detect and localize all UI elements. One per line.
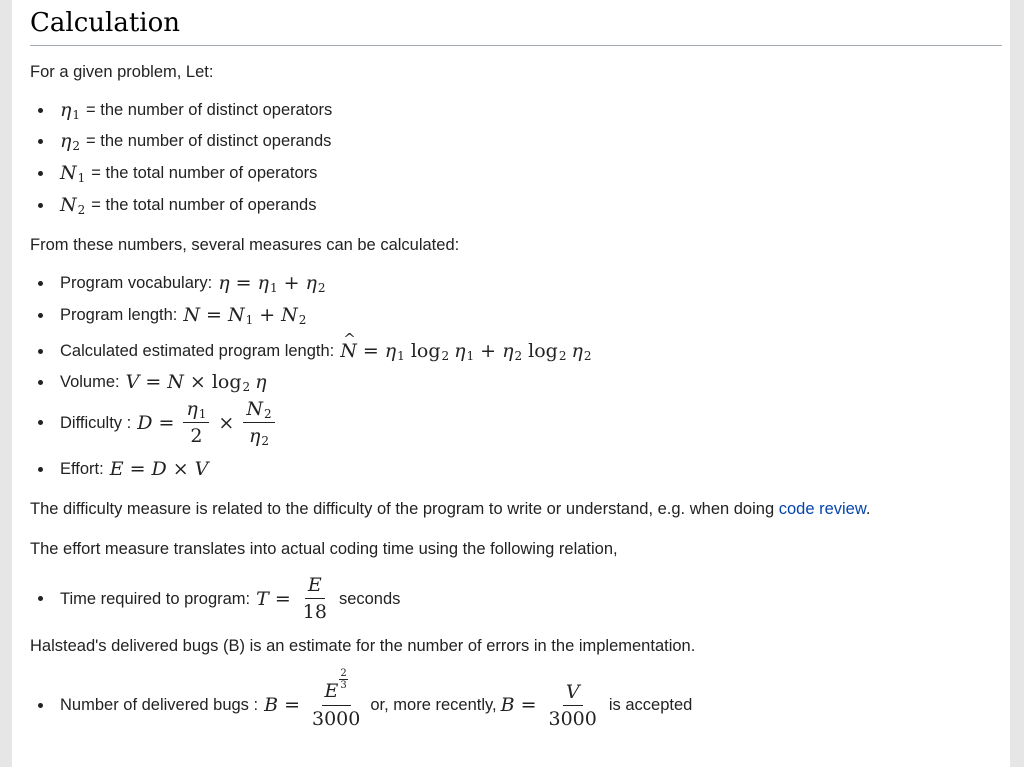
definition-item bbox=[38, 100, 332, 120]
measure-volume bbox=[38, 372, 267, 392]
right-frame-border bbox=[1010, 0, 1024, 767]
definition-text: = the number of distinct operators bbox=[86, 101, 333, 119]
intro-text: For a given problem, Let: bbox=[30, 63, 214, 81]
length-formula: N = N 1 + N 2 bbox=[183, 304, 307, 327]
bugs-formula-1: B = E $\frac{2}{3}$ 3000 bbox=[264, 668, 361, 730]
measure-label: Calculated estimated program length: bbox=[60, 342, 335, 360]
bullet bbox=[38, 139, 43, 144]
measure-label: Effort: bbox=[60, 460, 104, 478]
time-item bbox=[38, 574, 400, 623]
measure-difficulty bbox=[38, 398, 278, 447]
difficulty-formula: D = η 1 2 × N 2 η 2 bbox=[137, 398, 277, 447]
bugs-formula-2: B = $\frac{V}{3000}$ bbox=[500, 680, 597, 730]
bullet bbox=[38, 281, 43, 286]
definition-item bbox=[38, 131, 331, 151]
bugs-item bbox=[38, 668, 693, 730]
measure-label: Difficulty : bbox=[60, 413, 132, 432]
measure-vocabulary bbox=[38, 273, 326, 293]
code-review-link[interactable]: code review bbox=[778, 500, 866, 518]
bugs-suffix: is accepted bbox=[608, 696, 693, 714]
measure-label: Program length: bbox=[60, 306, 178, 324]
volume-formula: V = N × log 2 η bbox=[125, 371, 267, 394]
bullet bbox=[38, 703, 43, 708]
bullet bbox=[38, 108, 43, 113]
definition-item bbox=[38, 195, 316, 215]
measures-intro: From these numbers, several measures can be calculated: bbox=[30, 236, 460, 254]
bugs-label: Number of delivered bugs : bbox=[60, 696, 259, 714]
bullet bbox=[38, 380, 43, 385]
time-label: Time required to program: bbox=[60, 589, 251, 608]
bullet bbox=[38, 420, 43, 425]
effort-formula: E = D × V bbox=[109, 458, 209, 480]
definition-text: = the number of distinct operands bbox=[86, 132, 332, 150]
math-symbol: N 2 bbox=[60, 194, 86, 217]
definition-item bbox=[38, 163, 317, 183]
vocabulary-formula: η = η 1 + η 2 bbox=[218, 272, 326, 295]
math-symbol: η 1 bbox=[60, 99, 81, 122]
section-heading: Calculation bbox=[30, 8, 180, 38]
bugs-intro: Halstead's delivered bugs (B) is an estimate for the number of errors in the implementation. bbox=[30, 637, 696, 655]
left-frame-border bbox=[0, 0, 12, 767]
effort-note: The effort measure translates into actual coding time using the following relation, bbox=[30, 540, 618, 558]
heading-divider bbox=[30, 45, 1002, 46]
difficulty-note: The difficulty measure is related to the difficulty of the program to write or understand, e.g. when doing code review. bbox=[30, 500, 871, 518]
bullet bbox=[38, 349, 43, 354]
bullet bbox=[38, 171, 43, 176]
math-symbol: N 1 bbox=[60, 162, 86, 185]
time-unit: seconds bbox=[338, 589, 401, 608]
measure-label: Volume: bbox=[60, 373, 120, 391]
definition-text: = the total number of operands bbox=[91, 196, 317, 214]
measure-label: Program vocabulary: bbox=[60, 274, 213, 292]
math-symbol: η 2 bbox=[60, 130, 81, 153]
time-formula: T = $\frac{E}{18}$ bbox=[256, 574, 327, 623]
bugs-middle-text: or, more recently, bbox=[370, 696, 497, 714]
bullet bbox=[38, 313, 43, 318]
bullet bbox=[38, 203, 43, 208]
measure-length bbox=[38, 305, 306, 325]
measure-effort bbox=[38, 459, 208, 479]
bullet bbox=[38, 596, 43, 601]
estimated-length-formula: ^ N = η 1 log 2 η 1 + η 2 log 2 η 2 bbox=[340, 341, 591, 361]
measure-estimated-length bbox=[38, 341, 591, 361]
definition-text: = the total number of operators bbox=[91, 164, 318, 182]
bullet bbox=[38, 467, 43, 472]
